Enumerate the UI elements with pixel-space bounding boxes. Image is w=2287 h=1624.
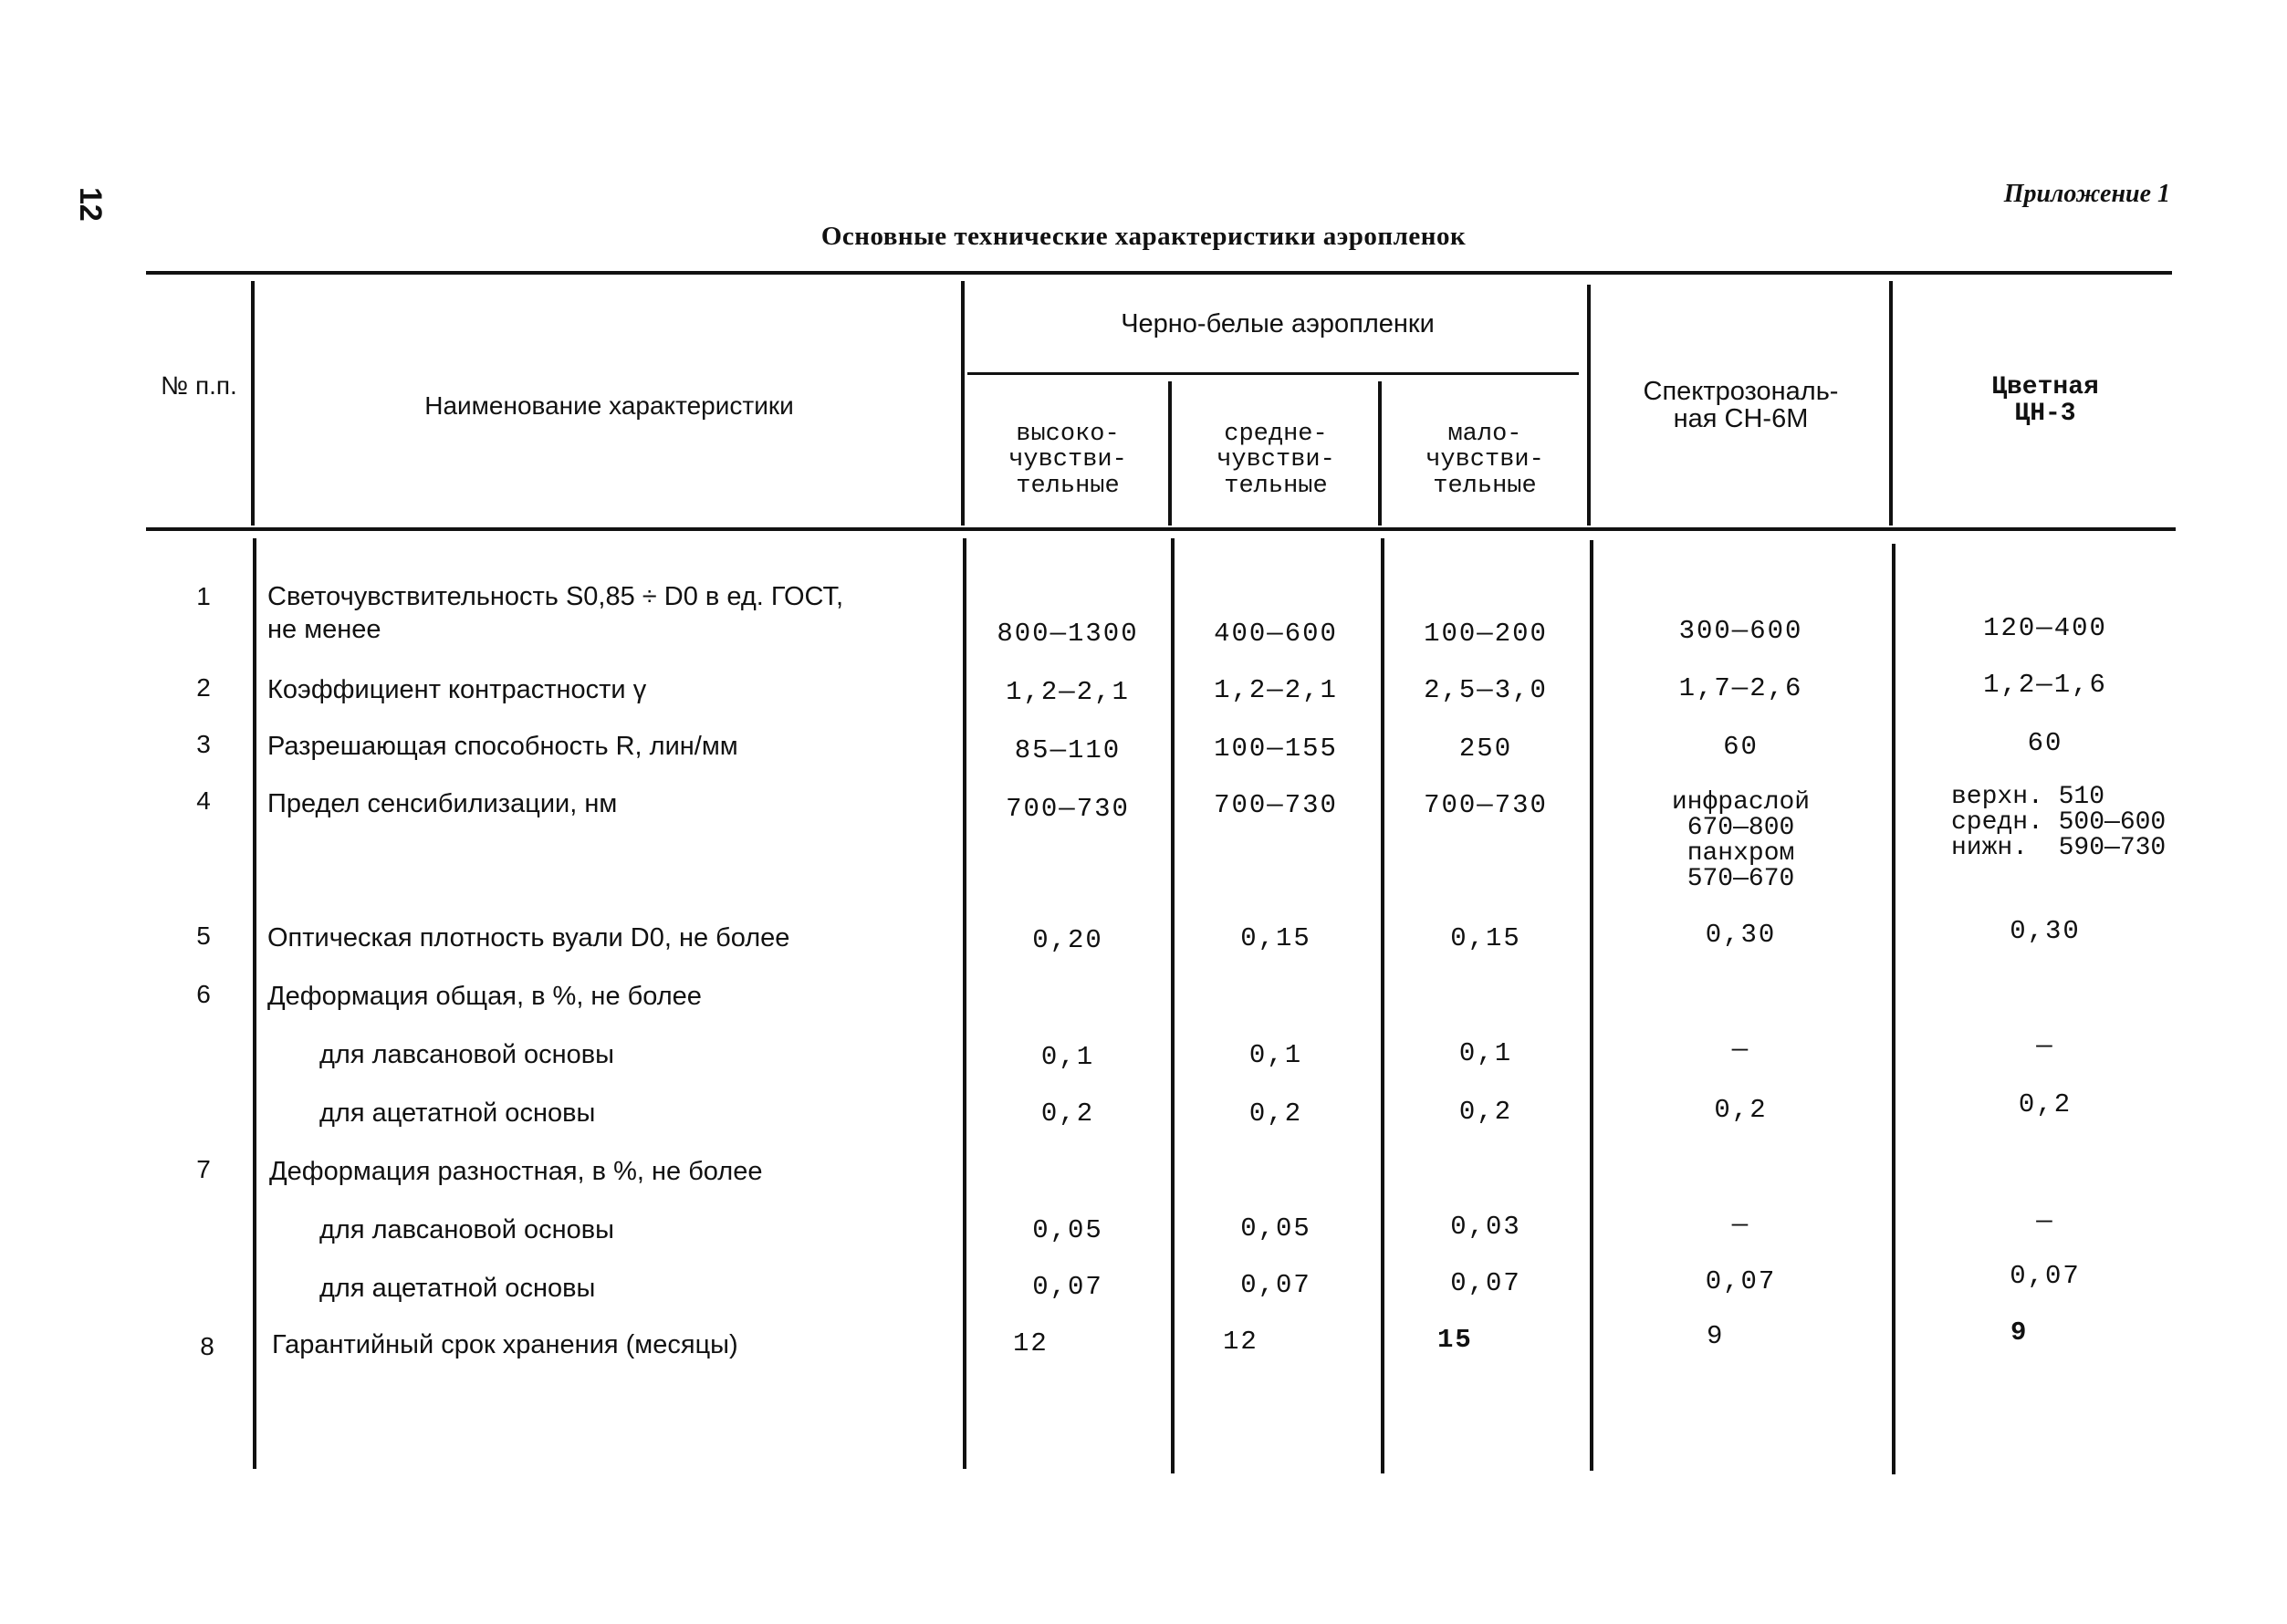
value-spectro: 0,30 (1705, 920, 1777, 950)
value-bw-high: 1,2—2,1 (1006, 677, 1130, 707)
value-bw-low: 15 (1437, 1325, 1473, 1355)
row-number: 1 (196, 582, 211, 610)
value-color: 0,07 (2010, 1261, 2081, 1291)
col-divider (961, 281, 965, 526)
value-color: 1,2—1,6 (1983, 670, 2107, 700)
value-color: 0,2 (2018, 1089, 2073, 1119)
value-bw-high: 800—1300 (997, 619, 1139, 649)
value-bw-high: 0,07 (1032, 1272, 1103, 1302)
characteristic-subname: для ацетатной основы (319, 1098, 596, 1128)
characteristic-name: Разрешающая способность R, лин/мм (267, 732, 738, 761)
value-bw-low: 700—730 (1424, 790, 1548, 820)
value-bw-low: 0,2 (1458, 1097, 1513, 1127)
table-top-rule (146, 271, 2172, 275)
row-number: 8 (200, 1332, 214, 1360)
value-spectro: 0,2 (1714, 1095, 1768, 1125)
value-spectro: инфраслой 670—800 панхром 570—670 (1671, 788, 1811, 893)
value-bw-mid: 100—155 (1214, 734, 1338, 764)
row-number: 7 (196, 1155, 211, 1183)
characteristic-name: Деформация разностная, в %, не более (269, 1157, 763, 1186)
header-bw-group: Черно-белые аэропленки (1121, 309, 1435, 338)
col-divider (1378, 381, 1382, 526)
value-color: 0,30 (2010, 916, 2081, 946)
table-title: Основные технические характеристики аэропленок (820, 222, 1467, 251)
col-divider (253, 538, 256, 1469)
value-bw-mid: 12 (1223, 1327, 1258, 1357)
value-color: — (2036, 1206, 2054, 1236)
value-bw-high: 0,2 (1040, 1098, 1095, 1129)
value-bw-mid: 0,15 (1240, 923, 1311, 953)
value-color: — (2036, 1031, 2054, 1061)
characteristic-name: Деформация общая, в %, не более (267, 982, 702, 1011)
col-divider (1889, 281, 1893, 526)
row-number: 4 (196, 786, 211, 815)
row-number: 3 (196, 730, 211, 758)
value-color: 60 (2027, 728, 2063, 758)
col-divider (963, 538, 966, 1469)
value-color: 9 (2010, 1317, 2029, 1348)
characteristic-name: Предел сенсибилизации, нм (267, 789, 618, 818)
characteristic-name-cont: не менее (267, 615, 381, 644)
value-bw-mid: 0,07 (1240, 1270, 1311, 1300)
value-bw-low: 250 (1458, 734, 1513, 764)
characteristic-name: Коэффициент контрастности γ (267, 675, 647, 704)
value-bw-high: 85—110 (1014, 735, 1122, 765)
value-spectro: 60 (1723, 732, 1759, 762)
header-bw-low: мало- чувстви- тельные (1425, 421, 1544, 500)
value-spectro: — (1731, 1035, 1750, 1065)
appendix-label: Приложение 1 (2003, 180, 2170, 208)
header-num: № п.п. (161, 371, 237, 400)
value-color: 120—400 (1983, 613, 2107, 643)
value-bw-low: 2,5—3,0 (1424, 675, 1548, 705)
row-number: 5 (196, 921, 211, 950)
bw-group-rule (967, 372, 1579, 375)
row-number: 6 (196, 980, 211, 1008)
header-spectro: Спектрозональ- ная СН-6М (1643, 377, 1839, 434)
characteristic-name: Оптическая плотность вуали D0, не более (267, 923, 790, 953)
value-bw-high: 0,1 (1040, 1042, 1095, 1072)
value-bw-mid: 0,2 (1248, 1098, 1303, 1129)
characteristic-name: Гарантийный срок хранения (месяцы) (272, 1330, 738, 1359)
col-divider (251, 281, 255, 526)
header-color: Цветная ЦН-3 (1991, 373, 2099, 429)
value-bw-low: 100—200 (1424, 619, 1548, 649)
value-spectro: 300—600 (1678, 616, 1803, 646)
value-bw-mid: 1,2—2,1 (1214, 675, 1338, 705)
characteristic-subname: для лавсановой основы (319, 1040, 614, 1069)
value-color: верхн. 510 средн. 500—600 нижн. 590—730 (1951, 783, 2167, 862)
value-bw-high: 0,20 (1032, 925, 1103, 955)
value-spectro: 1,7—2,6 (1678, 673, 1803, 703)
characteristic-subname: для лавсановой основы (319, 1215, 614, 1244)
page-number: 12 (73, 187, 108, 222)
value-bw-mid: 400—600 (1214, 619, 1338, 649)
value-bw-mid: 0,05 (1240, 1213, 1311, 1244)
value-bw-high: 700—730 (1006, 794, 1130, 824)
value-bw-low: 0,03 (1450, 1212, 1521, 1242)
header-bw-high: высоко- чувстви- тельные (1008, 421, 1127, 500)
header-bw-mid: средне- чувстви- тельные (1217, 421, 1335, 500)
header-name: Наименование характеристики (424, 391, 794, 420)
value-bw-mid: 700—730 (1214, 790, 1338, 820)
value-bw-low: 0,07 (1450, 1268, 1521, 1298)
value-bw-low: 0,15 (1450, 923, 1521, 953)
value-spectro: 9 (1707, 1321, 1725, 1351)
value-bw-mid: 0,1 (1248, 1040, 1303, 1070)
characteristic-subname: для ацетатной основы (319, 1274, 596, 1303)
characteristic-name: Светочувствительность S0,85 ÷ D0 в ед. ГОСТ, (267, 582, 844, 611)
value-spectro: — (1731, 1210, 1750, 1240)
value-bw-high: 12 (1013, 1328, 1049, 1359)
value-spectro: 0,07 (1705, 1266, 1777, 1296)
row-number: 2 (196, 673, 211, 702)
value-bw-high: 0,05 (1032, 1215, 1103, 1245)
col-divider (1168, 381, 1172, 526)
header-bottom-rule (146, 527, 2176, 531)
value-bw-low: 0,1 (1458, 1038, 1513, 1068)
